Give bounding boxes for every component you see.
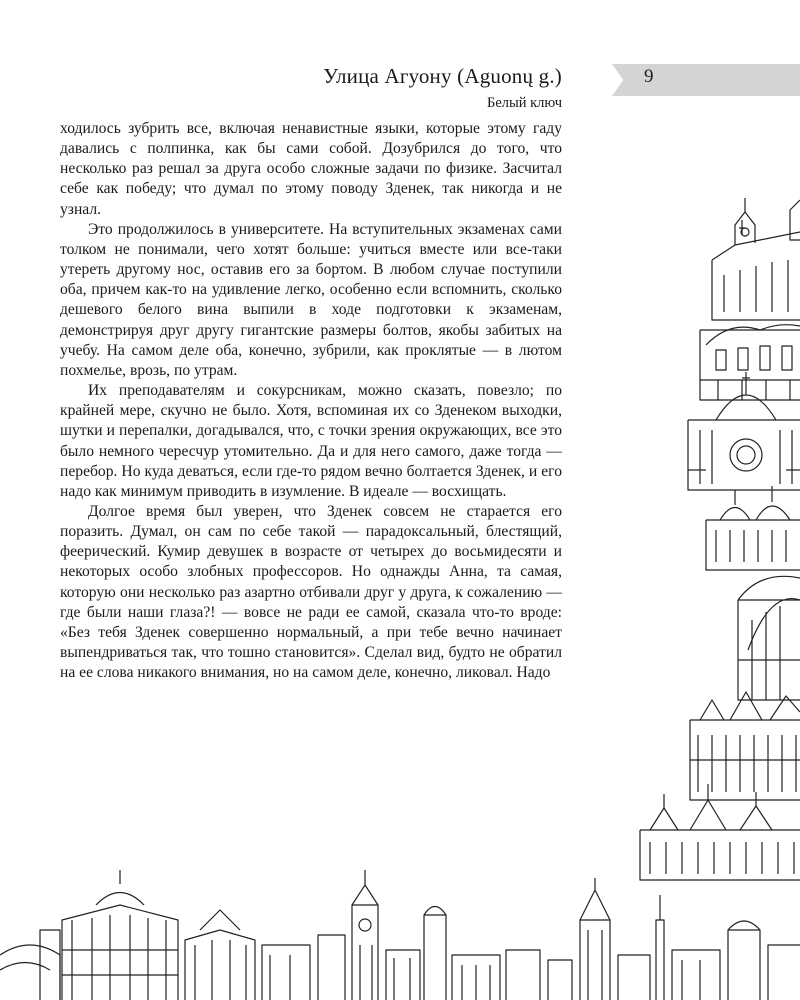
page-number-tab [612,64,800,96]
bottom-skyline [0,870,800,1000]
body-text [60,119,562,683]
paragraph-4: Долгое время был уверен, что Зденек совсем не старается его поразить. Думал, он сам по себе такой — парадоксальный, блестящий, феерический. Кумир девушек в возрасте от четырех до восьмидесяти и некоторых особо злобных профессоров. Но однажды Анна, та самая, которую они несколько раз азартно отбивали друг у друга, к сожалению — где были наши глаза?! — вовсе не ради ее самой, сказала что-то вроде: «Без тебя Зденек совершенно нормальный, а при тебе вечно начинает выпендриваться так, что тошно становится». Сделал вид, будто не обратил на ее слова никакого внимания, но на самом деле, конечно, ликовал. Надо [60,502,562,682]
paragraph-1: ходилось зубрить все, включая ненавистные языки, которые этому гаду давались с полпинка, как бы сами собой. Дозубрился до того, что несколько раз решал за друга особо сложные задачи по физике. Засчитал себе как победу; что думал по этому поводу Зденек, так никогда и не узнал. [60,120,562,218]
paragraph-3: Их преподавателям и сокурсникам, можно сказать, повезло; по крайней мере, скучно не было. Хотя, вспоминая их со Зденеком выходки, шутки и перепалки, догадывался, что, с точки зрения окружающих, все это было немного чересчур утомительно. Да и для него самого, даже тогда — перебор. Но куда деваться, если где-то рядом вечно болтается Зденек, и его надо как минимум приводить в изумление. В идеале — восхищать. [60,382,562,500]
chapter-title: Улица Агуону (Aguonų g.) [323,64,562,88]
page-number: 9 [644,66,654,87]
chapter-subtitle: Белый ключ [487,95,562,111]
paragraph-2: Это продолжилось в университете. На вступительных экзаменах сами толком не понимали, чего хотят больше: учиться вместе или все-таки утереть другому нос, оставив его за бортом. В любом случае поступили оба, причем как-то на удивление легко, особенно если вспомнить, сколько дешевого белого вина выпили в ходе подготовки к экзаменам, демонстрируя друг другу гигантские размеры болтов, якобы забитых на учебу. На самом деле оба, конечно, зубрили, как проклятые — в лютом похмелье, врозь, по утрам. [60,220,562,379]
right-tower-stack [640,198,800,880]
